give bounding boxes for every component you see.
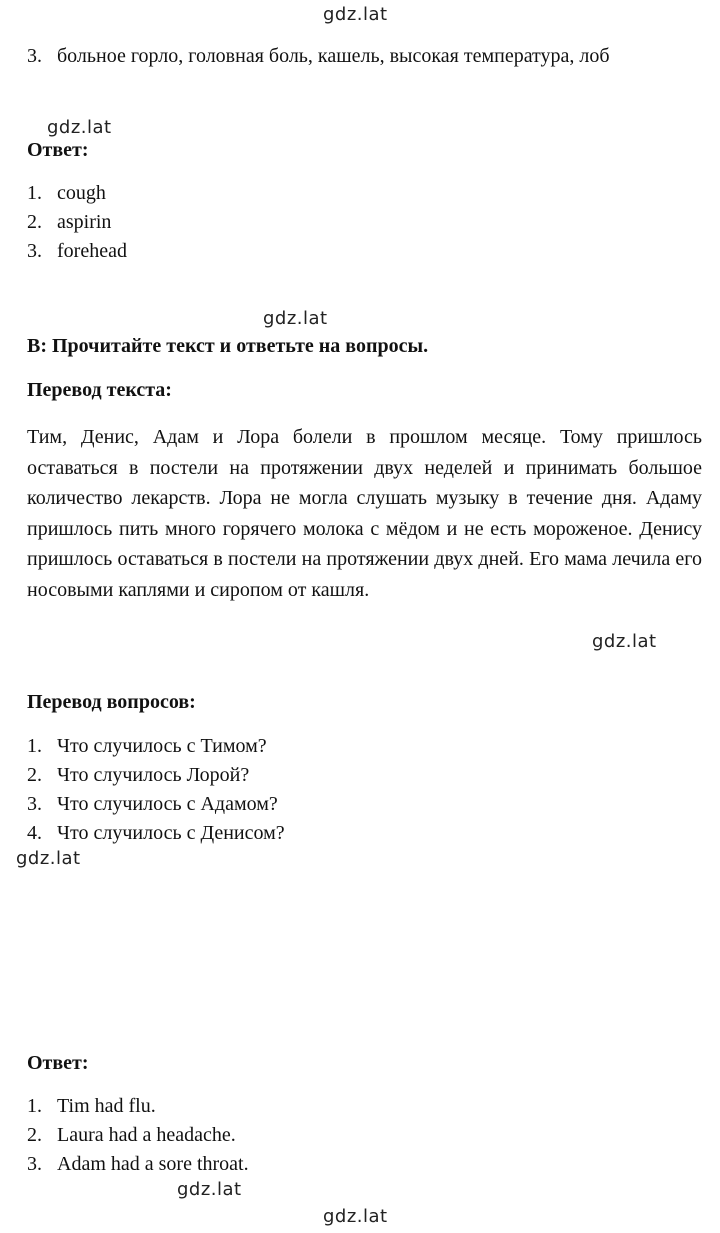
answer-heading: Ответ:: [27, 139, 89, 161]
list-item: [27, 208, 127, 237]
list-item: [27, 1121, 249, 1150]
list-number: 2.: [27, 764, 42, 786]
list-text: Laura had a headache.: [57, 1124, 236, 1146]
list-number: 3.: [27, 45, 42, 67]
list-item: [27, 819, 285, 848]
list-number: 3.: [27, 1153, 42, 1175]
questions-heading: Перевод вопросов:: [27, 691, 196, 713]
answer-heading: Ответ:: [27, 1052, 89, 1074]
list-text: больное горло, головная боль, кашель, высокая температура, лоб: [57, 45, 610, 67]
answer-list: [27, 179, 127, 266]
list-item: [27, 790, 285, 819]
list-number: 3.: [27, 793, 42, 815]
answer-list: [27, 1092, 249, 1179]
list-text: cough: [57, 182, 106, 204]
list-item: [27, 1150, 249, 1179]
list-number: 1.: [27, 1095, 42, 1117]
watermark: gdz.lat: [592, 631, 657, 652]
list-text: Adam had a sore throat.: [57, 1153, 249, 1175]
watermark: gdz.lat: [263, 308, 328, 329]
list-item: [27, 42, 610, 71]
watermark-bottom: gdz.lat: [323, 1206, 388, 1227]
watermark: gdz.lat: [177, 1179, 242, 1200]
list-text: aspirin: [57, 211, 112, 233]
translation-paragraph: Тим, Денис, Адам и Лора болели в прошлом месяце. Тому пришлось оставаться в постели на протяжении двух неделей и принимать большое количество лекарств. Лора не могла слушать музыку в течение дня. Адаму пришлось пить много горячего молока с мёдом и не есть мороженое. Денису пришлось оставаться в постели на протяжении двух дней. Его мама лечила его носовыми каплями и сиропом от кашля.: [27, 426, 702, 601]
list-number: 2.: [27, 1124, 42, 1146]
list-text: Что случилось с Денисом?: [57, 822, 285, 844]
list-item: [27, 732, 285, 761]
list-text: Tim had flu.: [57, 1095, 156, 1117]
list-number: 4.: [27, 822, 42, 844]
list-number: 1.: [27, 735, 42, 757]
watermark-top: gdz.lat: [323, 4, 388, 25]
list-item: [27, 761, 285, 790]
list-text: Что случилось с Тимом?: [57, 735, 267, 757]
list-number: 1.: [27, 182, 42, 204]
list-item: [27, 237, 127, 266]
questions-list: [27, 732, 285, 848]
text-heading: Перевод текста:: [27, 379, 172, 401]
list-item: [27, 179, 127, 208]
list-item: [27, 1092, 249, 1121]
watermark: gdz.lat: [47, 117, 112, 138]
list-number: 2.: [27, 211, 42, 233]
section-title: B: Прочитайте текст и ответьте на вопросы.: [27, 335, 429, 357]
watermark: gdz.lat: [16, 848, 81, 869]
list-text: Что случилось с Адамом?: [57, 793, 278, 815]
list-text: Что случилось Лорой?: [57, 764, 250, 786]
list-text: forehead: [57, 240, 127, 262]
list-number: 3.: [27, 240, 42, 262]
